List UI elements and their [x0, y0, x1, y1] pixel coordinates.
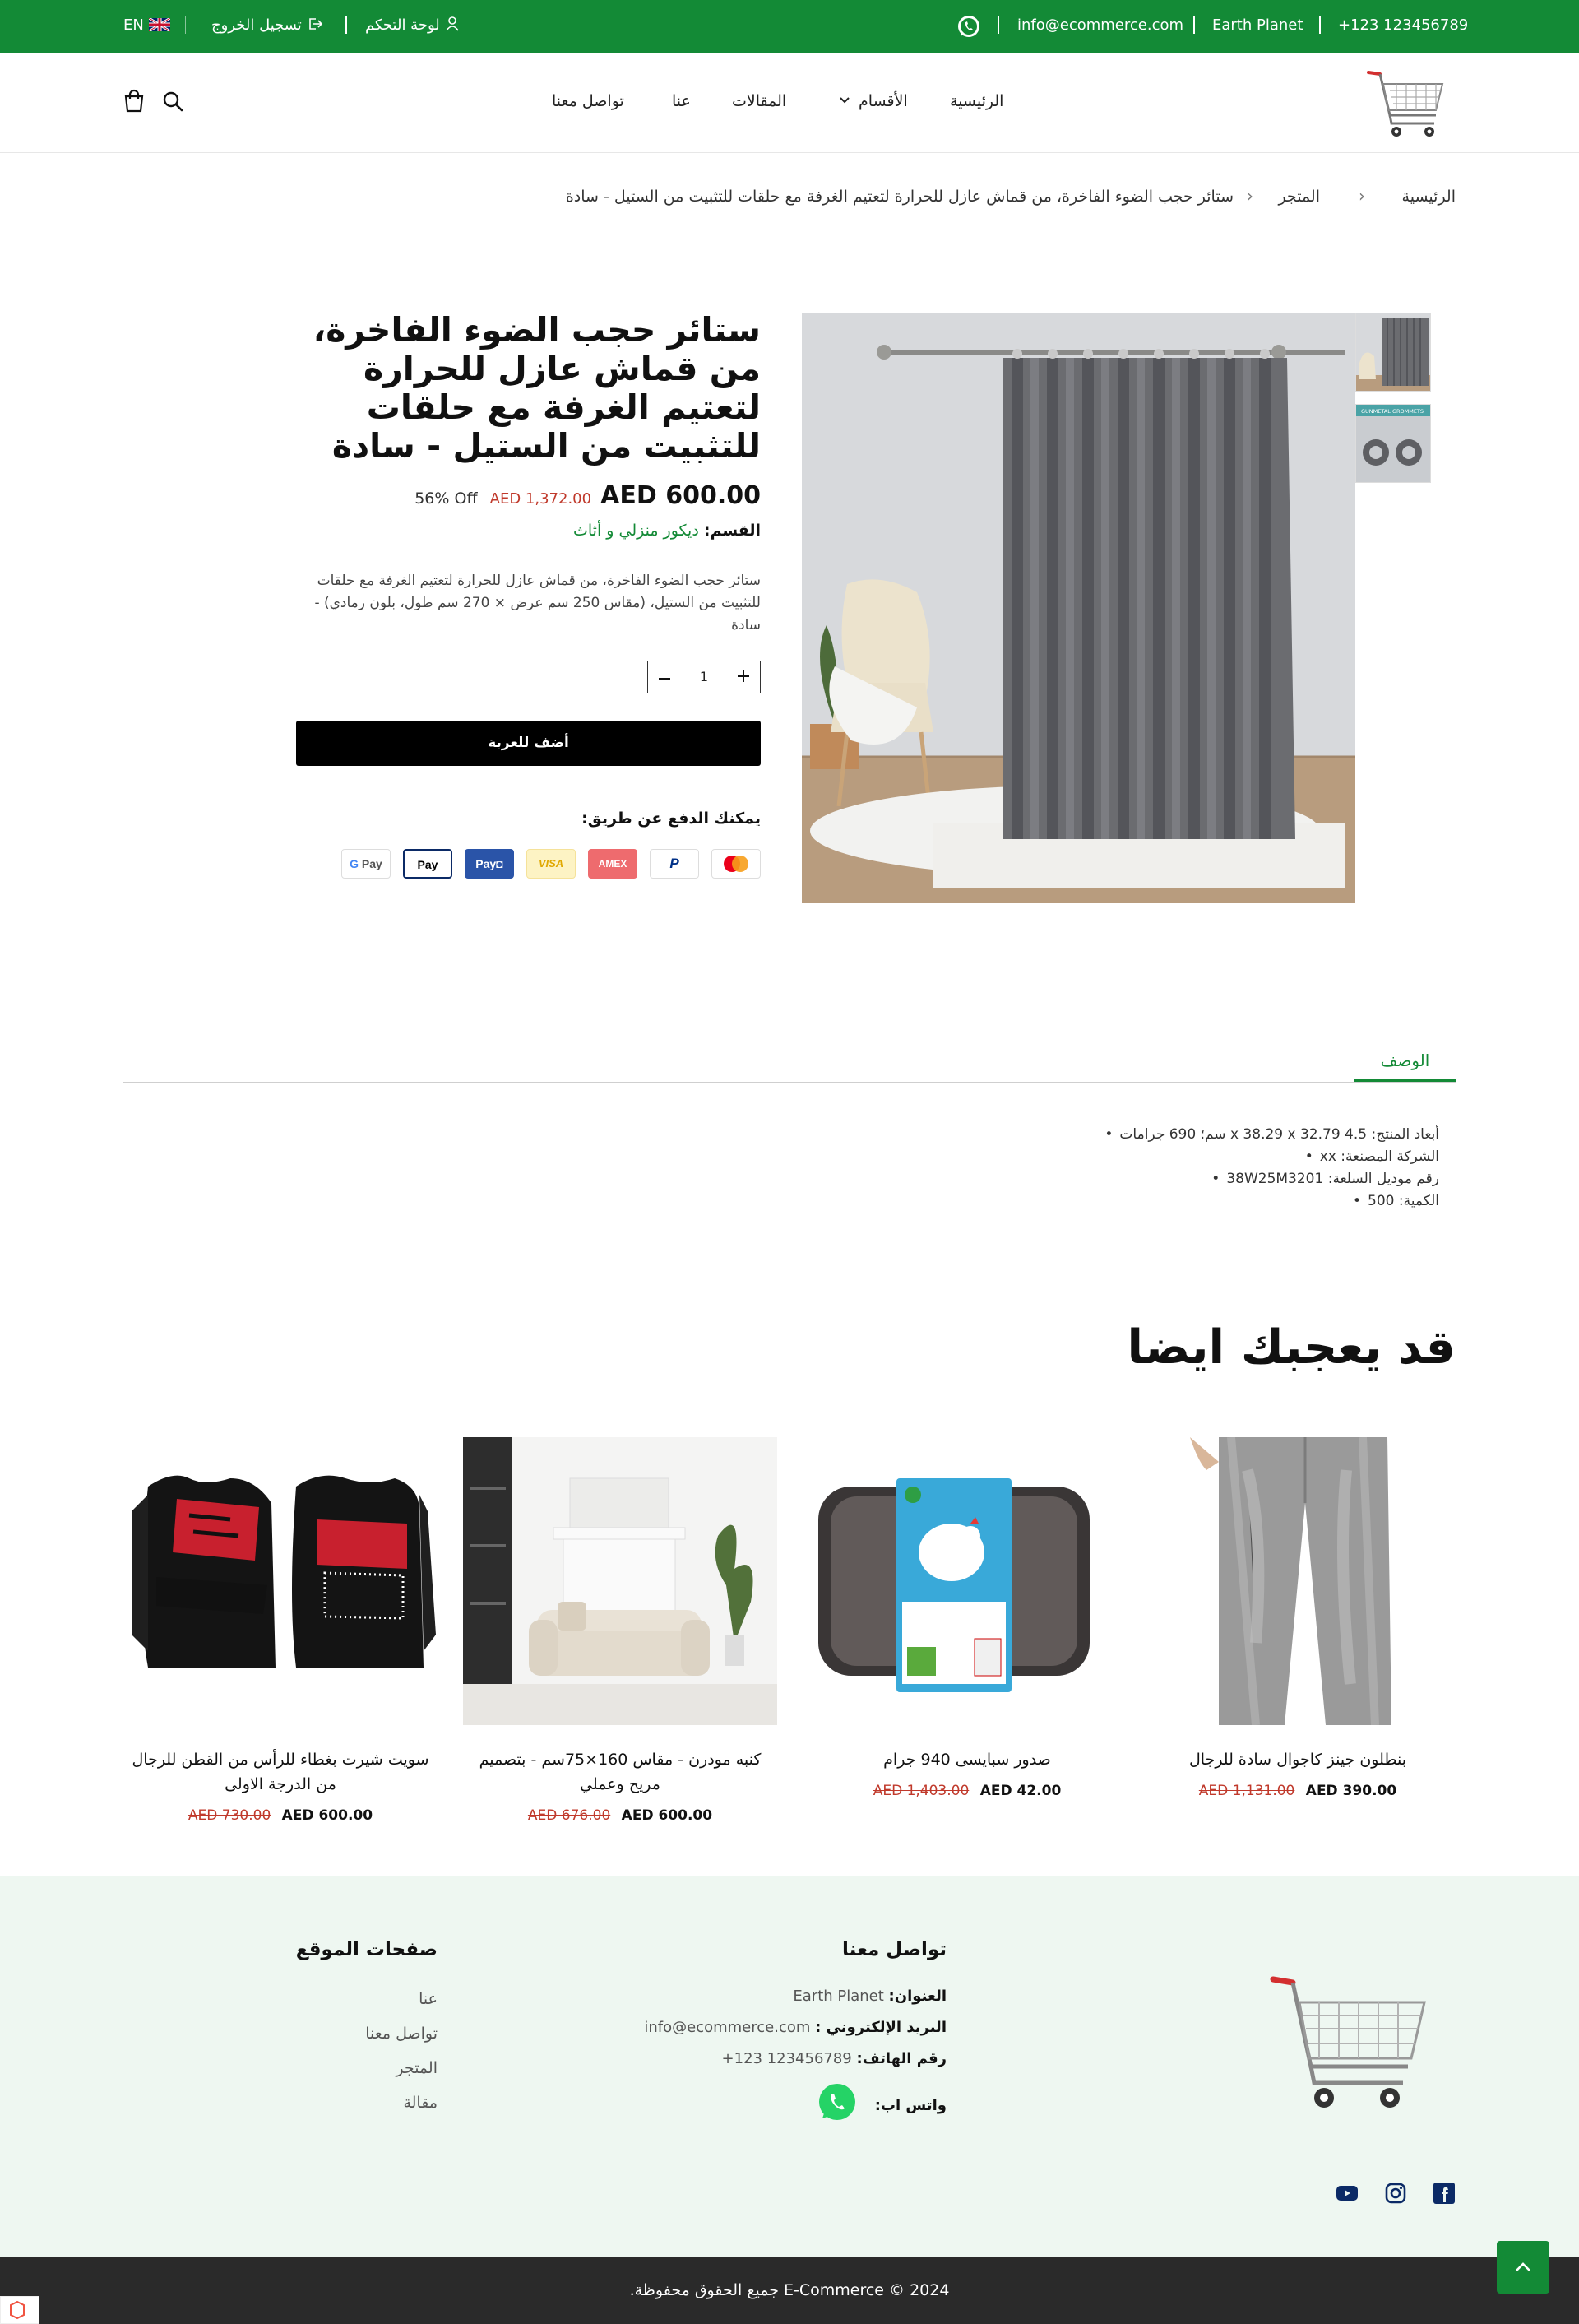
address-label: العنوان: [888, 1988, 947, 2005]
card-current-price: AED 600.00 [281, 1807, 373, 1824]
footer-link-contact[interactable]: تواصل معنا [365, 2025, 438, 2043]
logout-icon [307, 16, 323, 32]
product-card-price [123, 1807, 438, 1824]
footer-logo[interactable] [1266, 1969, 1431, 2118]
product-price-row [414, 481, 761, 510]
product-short-description: ستائر حجب الضوء الفاخرة، من قماش عازل للحرارة لتعتيم الغرفة مع حلقات للتثبيت من الستيل، (مقاس 250 سم عرض × 270 سم طول، بلون رمادي) - سادة [314, 573, 761, 633]
mastercard-icon [711, 849, 761, 879]
product-card-name[interactable]: سويت شيرت بغطاء للرأس من القطن للرجال من الدرجة الاولى [132, 1751, 429, 1793]
email-label: البريد الإلكتروني : [815, 2019, 947, 2036]
divider [345, 16, 347, 34]
decrease-button[interactable] [648, 661, 681, 693]
dashboard-link[interactable] [365, 16, 461, 34]
framework-badge-icon [0, 2296, 39, 2324]
divider [998, 16, 999, 34]
footer-email [644, 2019, 947, 2036]
footer-link-shop[interactable]: المتجر [396, 2059, 438, 2077]
footer-pages-title: صفحات الموقع [295, 1939, 438, 1960]
product-card-name[interactable]: كنبه مودرن - مقاس 160×75سم - بتصميم مريح وعملي [479, 1751, 762, 1793]
uk-flag-icon [149, 18, 170, 31]
divider [185, 16, 186, 34]
dashboard-label: لوحة التحكم [365, 16, 440, 34]
top-bar [0, 0, 1579, 53]
card-current-price: AED 42.00 [979, 1783, 1062, 1799]
divider [1319, 16, 1321, 34]
spec-item: الشركة المصنعة: xx • [946, 1148, 1439, 1165]
breadcrumb-shop[interactable]: المتجر [1278, 188, 1320, 206]
product-card-image[interactable] [463, 1437, 777, 1725]
nav-about[interactable]: عنا [672, 92, 691, 110]
logout-label: تسجيل الخروج [211, 16, 302, 34]
footer-address [793, 1988, 947, 2005]
nav-home[interactable]: الرئيسية [950, 92, 1004, 110]
language-switch[interactable] [123, 16, 170, 34]
site-logo[interactable] [1365, 66, 1447, 141]
plus-icon [736, 669, 751, 684]
footer-phone [722, 2050, 947, 2067]
main-header [0, 53, 1579, 153]
footer-whatsapp [817, 2082, 947, 2126]
topbar-phone[interactable]: +123 123456789 [1338, 16, 1469, 34]
copyright-text: 2024 © E-Commerce جميع الحقوق محفوظة. [629, 2281, 950, 2299]
apple-pay-icon: Pay [403, 849, 452, 879]
whatsapp-label: واتس اب: [874, 2097, 947, 2114]
amex-icon: AMEX [588, 849, 637, 879]
product-card-image[interactable] [1141, 1437, 1455, 1725]
chevron-up-icon [1513, 2257, 1533, 2277]
youtube-icon[interactable] [1336, 2184, 1359, 2206]
divider [1193, 16, 1195, 34]
email-link[interactable]: info@ecommerce.com [644, 2019, 811, 2036]
facebook-icon[interactable] [1433, 2183, 1455, 2207]
whatsapp-icon[interactable] [817, 2082, 857, 2126]
tab-divider [123, 1082, 1456, 1083]
chevron-left-icon: ‹ [1247, 186, 1253, 206]
search-icon[interactable] [161, 90, 184, 116]
language-label: EN [123, 16, 144, 34]
user-icon [444, 16, 461, 32]
breadcrumb-current: ستائر حجب الضوء الفاخرة، من قماش عازل للحرارة لتعتيم الغرفة مع حلقات للتثبيت من الستيل - سادة [565, 188, 1234, 206]
phone-label: رقم الهاتف: [856, 2050, 947, 2067]
spec-item: أبعاد المنتج: 4.5 x 38.29 x 32.79 سم؛ 690 جرامات • [946, 1126, 1439, 1143]
product-title: ستائر حجب الضوء الفاخرة، من قماش عازل للحرارة لتعتيم الغرفة مع حلقات للتثبيت من الستيل - سادة [313, 310, 761, 466]
footer-contact-title: تواصل معنا [842, 1939, 947, 1960]
product-card-image[interactable] [810, 1437, 1124, 1725]
increase-button[interactable] [727, 661, 760, 693]
chevron-left-icon: ‹ [1359, 186, 1365, 206]
related-title: قد يعجبك ايضا [1127, 1320, 1456, 1375]
product-main-image[interactable] [802, 313, 1355, 903]
category-label: القسم: [703, 522, 761, 540]
cart-icon[interactable] [123, 89, 146, 117]
tab-description[interactable] [1354, 1051, 1456, 1082]
visa-icon: VISA [526, 849, 576, 879]
topbar-company: Earth Planet [1212, 16, 1303, 34]
scroll-to-top-button[interactable] [1497, 2241, 1549, 2294]
product-thumbnail-1[interactable] [1355, 313, 1431, 392]
spec-item: رقم موديل السلعة: 38W25M3201 • [946, 1171, 1439, 1187]
card-old-price: AED 1,131.00 [1198, 1783, 1295, 1799]
copyright-bar [0, 2257, 1579, 2324]
quantity-value[interactable]: 1 [699, 669, 709, 684]
instagram-icon[interactable] [1385, 2183, 1406, 2207]
add-to-cart-button[interactable]: أضف للعربة [296, 721, 761, 766]
card-current-price: AED 600.00 [621, 1807, 713, 1824]
nav-contact[interactable]: تواصل معنا [552, 92, 624, 110]
minus-icon [657, 671, 672, 686]
discount-badge: 56% Off [414, 489, 478, 508]
thumbnail-caption: GUNMETAL GROMMETS [1360, 408, 1424, 415]
footer-link-about[interactable]: عنا [419, 1990, 438, 2008]
paypal-icon: P [650, 849, 699, 879]
product-category [573, 522, 761, 540]
google-pay-icon: G Pay [341, 849, 391, 879]
quantity-stepper [647, 661, 761, 693]
nav-categories[interactable] [839, 92, 908, 110]
spec-item: الكمية: 500 • [946, 1193, 1439, 1209]
logout-link[interactable] [211, 16, 323, 34]
product-card-price [810, 1783, 1124, 1799]
chevron-down-icon [839, 96, 850, 104]
nav-articles[interactable]: المقالات [732, 92, 787, 110]
nav-categories-label: الأقسام [859, 92, 908, 110]
old-price: AED 1,372.00 [489, 490, 592, 508]
samsung-pay-icon: ◘Pay [465, 849, 514, 879]
product-card-price [1141, 1783, 1455, 1799]
product-card-name[interactable]: صدور سبايسى 940 جرام [883, 1751, 1051, 1769]
tab-description-label: الوصف [1380, 1051, 1430, 1070]
card-current-price: AED 390.00 [1305, 1783, 1397, 1799]
site-footer [0, 1876, 1579, 2257]
card-old-price: AED 1,403.00 [873, 1783, 970, 1799]
topbar-email[interactable]: info@ecommerce.com [1017, 16, 1184, 34]
phone-link[interactable]: +123 123456789 [721, 2050, 852, 2067]
footer-link-article[interactable]: مقالة [403, 2094, 438, 2112]
payment-heading: يمكنك الدفع عن طريق: [581, 809, 761, 828]
product-card-name[interactable]: بنطلون جينز كاجوال سادة للرجال [1188, 1751, 1407, 1769]
card-old-price: AED 730.00 [188, 1807, 271, 1824]
product-card-image[interactable] [123, 1437, 438, 1725]
whatsapp-icon[interactable] [956, 14, 981, 39]
current-price: AED 600.00 [600, 481, 761, 510]
product-thumbnail-2[interactable] [1355, 404, 1431, 483]
card-old-price: AED 676.00 [527, 1807, 611, 1824]
product-card-price [463, 1807, 777, 1824]
breadcrumb-home[interactable]: الرئيسية [1401, 188, 1456, 206]
category-link[interactable]: ديكور منزلي و أثاث [573, 522, 699, 540]
address-value: Earth Planet [793, 1988, 884, 2005]
